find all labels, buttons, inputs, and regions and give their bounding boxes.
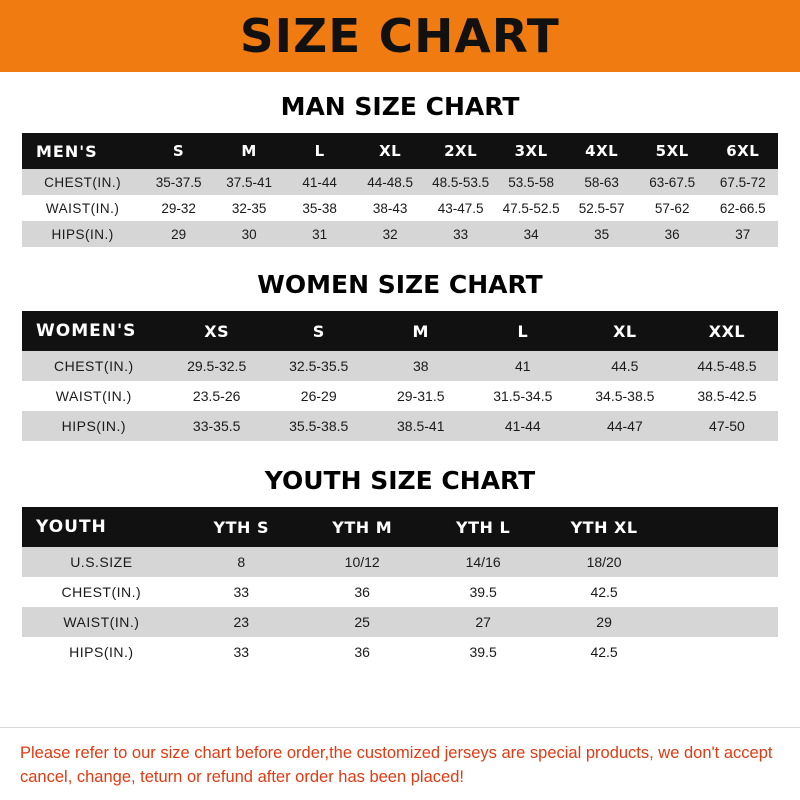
table-header-row — [22, 507, 778, 547]
table-cell: 62-66.5 — [707, 195, 778, 221]
page-banner — [0, 0, 800, 72]
table-cell: 29 — [143, 221, 214, 247]
table-cell: 47-50 — [676, 411, 778, 441]
youth-section-title: YOUTH SIZE CHART — [264, 466, 536, 495]
table-cell: 8 — [181, 547, 302, 577]
table-cell-spacer — [665, 607, 778, 637]
table-cell: 36 — [302, 637, 423, 667]
column-header: YTH M — [302, 507, 423, 547]
table-row — [22, 607, 778, 637]
table-cell: 32-35 — [214, 195, 285, 221]
row-label: U.S.SIZE — [22, 547, 181, 577]
table-cell: 63-67.5 — [637, 169, 708, 195]
column-header: YTH XL — [544, 507, 665, 547]
table-cell: 33-35.5 — [166, 411, 268, 441]
table-cell: 33 — [181, 577, 302, 607]
column-header: M — [370, 311, 472, 351]
table-cell: 53.5-58 — [496, 169, 567, 195]
content-area — [0, 72, 800, 713]
table-cell: 10/12 — [302, 547, 423, 577]
row-label: WAIST(IN.) — [22, 195, 143, 221]
table-cell: 29 — [544, 607, 665, 637]
table-row — [22, 411, 778, 441]
table-cell: 44.5-48.5 — [676, 351, 778, 381]
page-title: SIZE CHART — [240, 9, 560, 63]
table-cell: 67.5-72 — [707, 169, 778, 195]
column-header: YTH S — [181, 507, 302, 547]
column-header: XL — [355, 133, 426, 169]
column-header: 5XL — [637, 133, 708, 169]
table-cell: 30 — [214, 221, 285, 247]
column-header: XXL — [676, 311, 778, 351]
table-cell: 44.5 — [574, 351, 676, 381]
column-header: 3XL — [496, 133, 567, 169]
column-header-spacer — [665, 507, 778, 547]
table-cell: 39.5 — [423, 577, 544, 607]
table-cell-spacer — [665, 547, 778, 577]
table-cell: 32 — [355, 221, 426, 247]
table-cell: 58-63 — [566, 169, 637, 195]
table-cell: 32.5-35.5 — [268, 351, 370, 381]
table-cell: 42.5 — [544, 577, 665, 607]
table-cell: 23 — [181, 607, 302, 637]
column-header: S — [268, 311, 370, 351]
table-cell: 43-47.5 — [425, 195, 496, 221]
table-cell: 35-38 — [284, 195, 355, 221]
column-header: YOUTH — [22, 507, 181, 547]
table-cell: 42.5 — [544, 637, 665, 667]
table-cell: 38-43 — [355, 195, 426, 221]
table-row — [22, 221, 778, 247]
table-cell: 35-37.5 — [143, 169, 214, 195]
table-cell: 34 — [496, 221, 567, 247]
table-cell: 36 — [637, 221, 708, 247]
table-cell: 37.5-41 — [214, 169, 285, 195]
column-header: XS — [166, 311, 268, 351]
table-cell: 37 — [707, 221, 778, 247]
table-cell-spacer — [665, 577, 778, 607]
women-section-title: WOMEN SIZE CHART — [257, 270, 543, 299]
row-label: HIPS(IN.) — [22, 411, 166, 441]
table-cell: 36 — [302, 577, 423, 607]
table-cell: 41-44 — [284, 169, 355, 195]
table-cell: 29-31.5 — [370, 381, 472, 411]
row-label: WAIST(IN.) — [22, 607, 181, 637]
row-label: CHEST(IN.) — [22, 351, 166, 381]
row-label: CHEST(IN.) — [22, 577, 181, 607]
table-cell: 25 — [302, 607, 423, 637]
column-header: S — [143, 133, 214, 169]
man-section-title: MAN SIZE CHART — [280, 92, 520, 121]
column-header: WOMEN'S — [22, 311, 166, 351]
table-row — [22, 381, 778, 411]
table-row — [22, 351, 778, 381]
table-row — [22, 547, 778, 577]
column-header: XL — [574, 311, 676, 351]
table-row — [22, 577, 778, 607]
column-header: MEN'S — [22, 133, 143, 169]
table-cell: 34.5-38.5 — [574, 381, 676, 411]
women-size-table — [22, 311, 778, 441]
table-cell: 14/16 — [423, 547, 544, 577]
table-cell: 39.5 — [423, 637, 544, 667]
row-label: WAIST(IN.) — [22, 381, 166, 411]
column-header: 2XL — [425, 133, 496, 169]
column-header: L — [284, 133, 355, 169]
table-row — [22, 195, 778, 221]
table-row — [22, 637, 778, 667]
column-header: L — [472, 311, 574, 351]
table-cell-spacer — [665, 637, 778, 667]
table-cell: 27 — [423, 607, 544, 637]
table-cell: 44-48.5 — [355, 169, 426, 195]
column-header: YTH L — [423, 507, 544, 547]
table-cell: 26-29 — [268, 381, 370, 411]
man-size-table — [22, 133, 778, 247]
youth-size-table — [22, 507, 778, 667]
table-cell: 38.5-41 — [370, 411, 472, 441]
table-cell: 38.5-42.5 — [676, 381, 778, 411]
table-cell: 33 — [181, 637, 302, 667]
table-cell: 57-62 — [637, 195, 708, 221]
table-cell: 41-44 — [472, 411, 574, 441]
column-header: 6XL — [707, 133, 778, 169]
table-cell: 29.5-32.5 — [166, 351, 268, 381]
table-cell: 29-32 — [143, 195, 214, 221]
policy-note-text: Please refer to our size chart before order,the customized jerseys are special products, we don't accept cancel, change, teturn or refund after order has been placed! — [20, 744, 773, 787]
table-cell: 47.5-52.5 — [496, 195, 567, 221]
table-header-row — [22, 133, 778, 169]
table-cell: 18/20 — [544, 547, 665, 577]
table-cell: 48.5-53.5 — [425, 169, 496, 195]
column-header: M — [214, 133, 285, 169]
row-label: HIPS(IN.) — [22, 637, 181, 667]
row-label: CHEST(IN.) — [22, 169, 143, 195]
table-cell: 23.5-26 — [166, 381, 268, 411]
table-cell: 31 — [284, 221, 355, 247]
table-cell: 33 — [425, 221, 496, 247]
row-label: HIPS(IN.) — [22, 221, 143, 247]
table-cell: 41 — [472, 351, 574, 381]
table-row — [22, 169, 778, 195]
column-header: 4XL — [566, 133, 637, 169]
table-cell: 52.5-57 — [566, 195, 637, 221]
footer-note — [0, 727, 800, 800]
table-cell: 35.5-38.5 — [268, 411, 370, 441]
table-cell: 44-47 — [574, 411, 676, 441]
table-cell: 35 — [566, 221, 637, 247]
table-cell: 38 — [370, 351, 472, 381]
table-header-row — [22, 311, 778, 351]
table-cell: 31.5-34.5 — [472, 381, 574, 411]
